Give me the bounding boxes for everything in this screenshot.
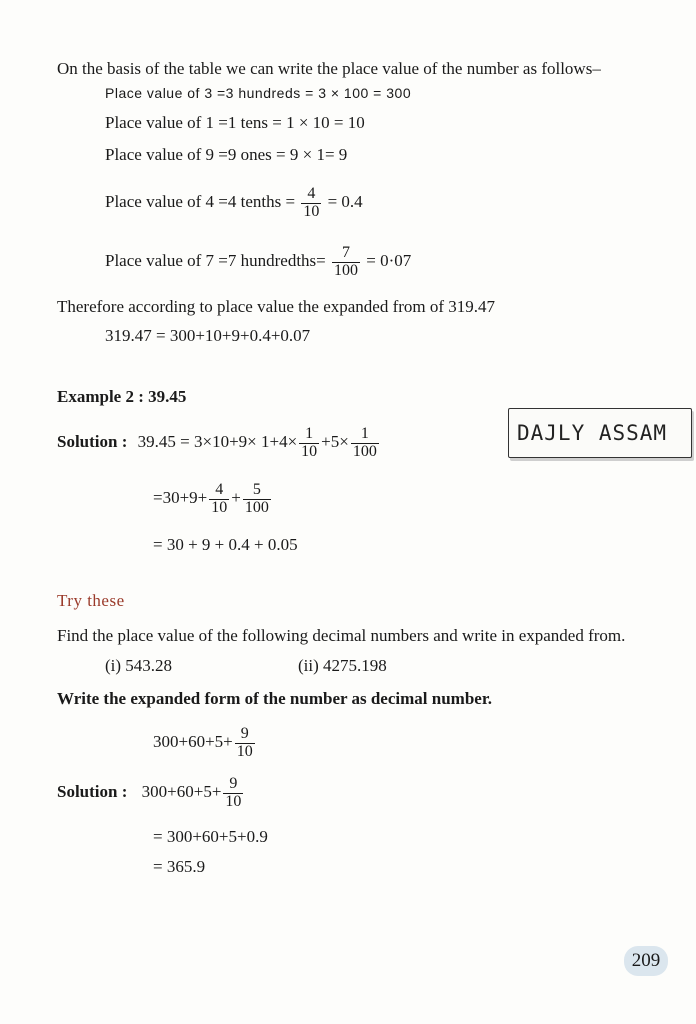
we-fraction [235, 726, 255, 761]
example-2-title: Example 2 : 39.45 [57, 387, 187, 406]
expanded-form-1: 319.47 = 300+10+9+0.4+0.07 [105, 326, 311, 345]
ex2-fraction-3 [209, 482, 229, 517]
ex2-line1-pre: 39.45 = 3×10+9× 1+4× [137, 432, 298, 452]
therefore-text: Therefore according to place value the expanded from of 319.47 [57, 297, 496, 316]
ex2-fraction-4 [243, 482, 271, 517]
ex2-line2-mid: + [231, 488, 241, 508]
write-expanded-heading: Write the expanded form of the number as decimal number. [57, 689, 493, 708]
we-sol-fraction [223, 776, 243, 811]
pv7-den: 100 [334, 261, 359, 279]
pv7-fraction [332, 245, 360, 280]
ex2-fraction-1 [299, 426, 319, 461]
ex2-f2-num: 1 [360, 425, 369, 442]
we-f-num: 9 [240, 725, 249, 742]
page-number: 209 [624, 946, 668, 976]
place-value-3 [105, 84, 411, 101]
stamp-text: DAJLY ASSAM [517, 421, 668, 445]
pv3-text: Place value of 3 =3 hundreds = 3 × 100 = 300 [105, 85, 412, 101]
pv4-post: = 0.4 [327, 192, 363, 212]
ex2-f3-num: 4 [215, 481, 224, 498]
intro-text: On the basis of the table we can write the place value of the number as follows– [57, 59, 601, 78]
ex2-fraction-2 [351, 426, 379, 461]
example-2-line3: = 30 + 9 + 0.4 + 0.05 [153, 535, 298, 554]
try-item-1: (i) 543.28 [105, 656, 173, 675]
write-expanded-step2: = 365.9 [153, 857, 206, 876]
we-sol-pre: 300+60+5+ [141, 782, 222, 802]
pv7-pre: Place value of 7 =7 hundredths= [105, 251, 326, 271]
pv7-post: = 0·07 [366, 251, 412, 271]
ex2-f2-den: 100 [352, 442, 377, 460]
we-f-den: 10 [236, 742, 253, 760]
we-expr-pre: 300+60+5+ [153, 732, 233, 752]
pv4-num: 4 [307, 185, 316, 202]
place-value-9: Place value of 9 =9 ones = 9 × 1= 9 [105, 145, 348, 164]
we-sf-num: 9 [229, 775, 238, 792]
pv4-fraction [301, 186, 321, 221]
write-expanded-step1: = 300+60+5+0.9 [153, 827, 268, 846]
try-these-instruction: Find the place value of the following decimal numbers and write in expanded from. [57, 626, 626, 645]
place-value-1: Place value of 1 =1 tens = 1 × 10 = 10 [105, 113, 365, 132]
write-expanded-solution [57, 776, 245, 811]
ex2-f4-den: 100 [244, 498, 269, 516]
example-2-line2 [153, 482, 273, 517]
ex2-line1-mid: +5× [321, 432, 349, 452]
we-solution-label: Solution : [57, 782, 128, 802]
pv4-den: 10 [303, 202, 320, 220]
try-item-2: (ii) 4275.198 [298, 656, 387, 675]
ex2-line2-pre: =30+9+ [153, 488, 208, 508]
pv7-num: 7 [342, 244, 351, 261]
ex2-f1-num: 1 [305, 425, 314, 442]
pv4-pre: Place value of 4 =4 tenths = [105, 192, 296, 212]
example-2-line1 [57, 426, 381, 461]
ex2-f4-num: 5 [252, 481, 261, 498]
write-expanded-expression [153, 726, 257, 761]
ex2-f1-den: 10 [301, 442, 318, 460]
solution-label: Solution : [57, 432, 128, 452]
ex2-f3-den: 10 [211, 498, 228, 516]
place-value-4 [105, 186, 363, 221]
try-these-heading: Try these [57, 591, 125, 610]
daily-assam-stamp [508, 408, 692, 458]
we-sf-den: 10 [225, 792, 242, 810]
place-value-7 [105, 245, 411, 280]
